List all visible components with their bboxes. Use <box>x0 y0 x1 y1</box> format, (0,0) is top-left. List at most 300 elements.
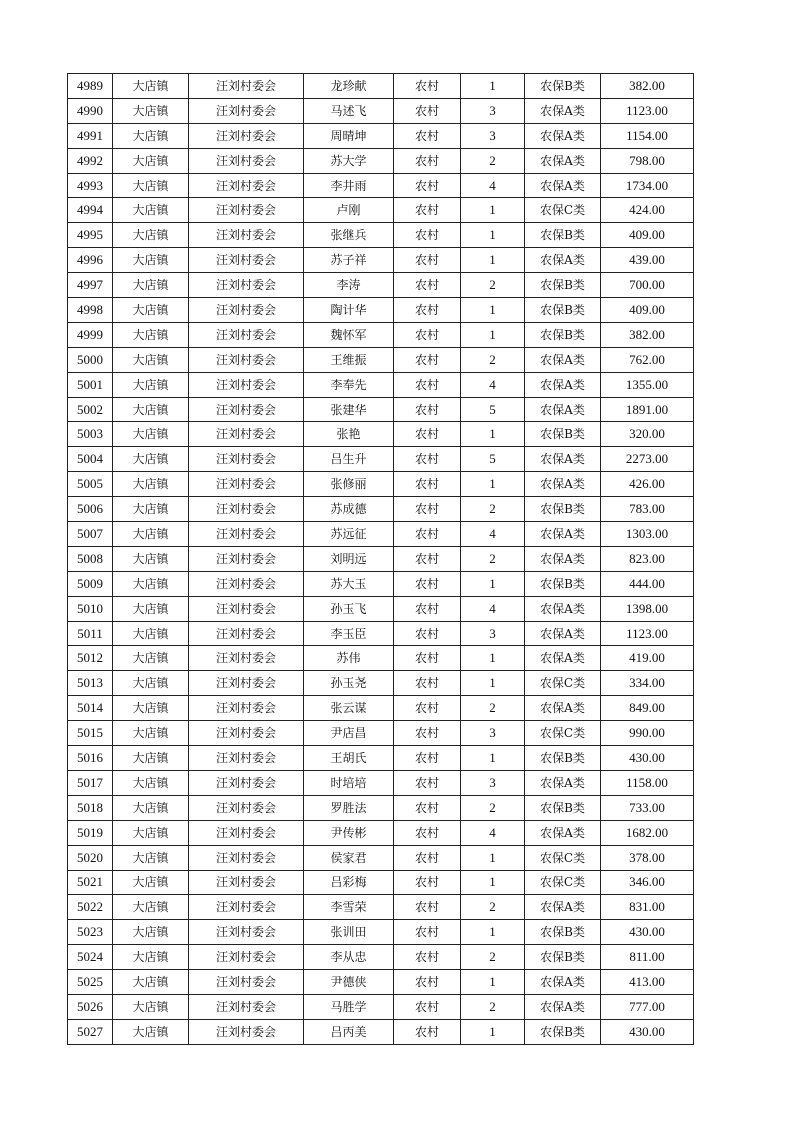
household-count-cell: 4 <box>461 173 525 198</box>
row-id-cell: 4992 <box>68 148 113 173</box>
table-row <box>68 1019 694 1044</box>
household-count-cell: 3 <box>461 721 525 746</box>
table-row <box>68 671 694 696</box>
town-cell: 大店镇 <box>113 920 189 945</box>
insurance-category-cell: 农保A类 <box>525 895 601 920</box>
insurance-category-cell: 农保A类 <box>525 770 601 795</box>
insurance-category-cell: 农保C类 <box>525 870 601 895</box>
table-row <box>68 123 694 148</box>
village-committee-cell: 汪刘村委会 <box>189 422 304 447</box>
town-cell: 大店镇 <box>113 397 189 422</box>
household-count-cell: 1 <box>461 422 525 447</box>
person-name-cell: 李从忠 <box>304 945 394 970</box>
amount-cell: 783.00 <box>601 497 694 522</box>
table-row <box>68 845 694 870</box>
area-type-cell: 农村 <box>394 546 461 571</box>
table-row <box>68 422 694 447</box>
data-table <box>67 73 694 1045</box>
area-type-cell: 农村 <box>394 173 461 198</box>
area-type-cell: 农村 <box>394 522 461 547</box>
amount-cell: 378.00 <box>601 845 694 870</box>
household-count-cell: 3 <box>461 621 525 646</box>
table-row <box>68 795 694 820</box>
insurance-category-cell: 农保B类 <box>525 298 601 323</box>
area-type-cell: 农村 <box>394 198 461 223</box>
area-type-cell: 农村 <box>394 795 461 820</box>
row-id-cell: 5027 <box>68 1019 113 1044</box>
village-committee-cell: 汪刘村委会 <box>189 621 304 646</box>
row-id-cell: 5010 <box>68 596 113 621</box>
amount-cell: 1355.00 <box>601 372 694 397</box>
village-committee-cell: 汪刘村委会 <box>189 845 304 870</box>
insurance-category-cell: 农保A类 <box>525 248 601 273</box>
village-committee-cell: 汪刘村委会 <box>189 248 304 273</box>
village-committee-cell: 汪刘村委会 <box>189 298 304 323</box>
area-type-cell: 农村 <box>394 223 461 248</box>
town-cell: 大店镇 <box>113 447 189 472</box>
area-type-cell: 农村 <box>394 322 461 347</box>
table-row <box>68 621 694 646</box>
village-committee-cell: 汪刘村委会 <box>189 994 304 1019</box>
household-count-cell: 1 <box>461 74 525 99</box>
person-name-cell: 周晴坤 <box>304 123 394 148</box>
insurance-category-cell: 农保C类 <box>525 845 601 870</box>
area-type-cell: 农村 <box>394 770 461 795</box>
insurance-category-cell: 农保C类 <box>525 671 601 696</box>
household-count-cell: 2 <box>461 696 525 721</box>
household-count-cell: 1 <box>461 571 525 596</box>
household-count-cell: 1 <box>461 970 525 995</box>
town-cell: 大店镇 <box>113 845 189 870</box>
table-row <box>68 347 694 372</box>
table-row <box>68 447 694 472</box>
person-name-cell: 时培培 <box>304 770 394 795</box>
row-id-cell: 5013 <box>68 671 113 696</box>
area-type-cell: 农村 <box>394 372 461 397</box>
row-id-cell: 4995 <box>68 223 113 248</box>
town-cell: 大店镇 <box>113 596 189 621</box>
insurance-category-cell: 农保A类 <box>525 372 601 397</box>
insurance-category-cell: 农保A类 <box>525 98 601 123</box>
area-type-cell: 农村 <box>394 945 461 970</box>
row-id-cell: 5003 <box>68 422 113 447</box>
row-id-cell: 5000 <box>68 347 113 372</box>
person-name-cell: 苏成德 <box>304 497 394 522</box>
village-committee-cell: 汪刘村委会 <box>189 571 304 596</box>
village-committee-cell: 汪刘村委会 <box>189 546 304 571</box>
table-row <box>68 322 694 347</box>
village-committee-cell: 汪刘村委会 <box>189 795 304 820</box>
village-committee-cell: 汪刘村委会 <box>189 646 304 671</box>
area-type-cell: 农村 <box>394 98 461 123</box>
area-type-cell: 农村 <box>394 148 461 173</box>
area-type-cell: 农村 <box>394 920 461 945</box>
amount-cell: 382.00 <box>601 322 694 347</box>
insurance-category-cell: 农保B类 <box>525 223 601 248</box>
area-type-cell: 农村 <box>394 422 461 447</box>
row-id-cell: 5008 <box>68 546 113 571</box>
village-committee-cell: 汪刘村委会 <box>189 522 304 547</box>
person-name-cell: 尹德侠 <box>304 970 394 995</box>
person-name-cell: 张建华 <box>304 397 394 422</box>
insurance-category-cell: 农保C类 <box>525 198 601 223</box>
town-cell: 大店镇 <box>113 522 189 547</box>
insurance-category-cell: 农保B类 <box>525 497 601 522</box>
village-committee-cell: 汪刘村委会 <box>189 746 304 771</box>
row-id-cell: 5014 <box>68 696 113 721</box>
person-name-cell: 李玉臣 <box>304 621 394 646</box>
household-count-cell: 1 <box>461 472 525 497</box>
village-committee-cell: 汪刘村委会 <box>189 372 304 397</box>
row-id-cell: 5023 <box>68 920 113 945</box>
row-id-cell: 5012 <box>68 646 113 671</box>
household-count-cell: 1 <box>461 322 525 347</box>
amount-cell: 798.00 <box>601 148 694 173</box>
town-cell: 大店镇 <box>113 945 189 970</box>
amount-cell: 426.00 <box>601 472 694 497</box>
area-type-cell: 农村 <box>394 1019 461 1044</box>
person-name-cell: 孙玉飞 <box>304 596 394 621</box>
amount-cell: 424.00 <box>601 198 694 223</box>
row-id-cell: 4996 <box>68 248 113 273</box>
area-type-cell: 农村 <box>394 870 461 895</box>
table-row <box>68 223 694 248</box>
amount-cell: 334.00 <box>601 671 694 696</box>
village-committee-cell: 汪刘村委会 <box>189 223 304 248</box>
area-type-cell: 农村 <box>394 472 461 497</box>
village-committee-cell: 汪刘村委会 <box>189 721 304 746</box>
area-type-cell: 农村 <box>394 845 461 870</box>
table-row <box>68 646 694 671</box>
amount-cell: 409.00 <box>601 298 694 323</box>
person-name-cell: 刘明远 <box>304 546 394 571</box>
person-name-cell: 李雪荣 <box>304 895 394 920</box>
amount-cell: 1123.00 <box>601 98 694 123</box>
household-count-cell: 1 <box>461 1019 525 1044</box>
village-committee-cell: 汪刘村委会 <box>189 945 304 970</box>
household-count-cell: 1 <box>461 920 525 945</box>
row-id-cell: 5024 <box>68 945 113 970</box>
row-id-cell: 5025 <box>68 970 113 995</box>
insurance-category-cell: 农保B类 <box>525 74 601 99</box>
area-type-cell: 农村 <box>394 347 461 372</box>
household-count-cell: 2 <box>461 945 525 970</box>
area-type-cell: 农村 <box>394 397 461 422</box>
village-committee-cell: 汪刘村委会 <box>189 322 304 347</box>
amount-cell: 413.00 <box>601 970 694 995</box>
person-name-cell: 吕生升 <box>304 447 394 472</box>
person-name-cell: 苏大学 <box>304 148 394 173</box>
household-count-cell: 4 <box>461 372 525 397</box>
row-id-cell: 5011 <box>68 621 113 646</box>
row-id-cell: 4994 <box>68 198 113 223</box>
town-cell: 大店镇 <box>113 746 189 771</box>
person-name-cell: 尹传彬 <box>304 820 394 845</box>
area-type-cell: 农村 <box>394 447 461 472</box>
village-committee-cell: 汪刘村委会 <box>189 1019 304 1044</box>
village-committee-cell: 汪刘村委会 <box>189 770 304 795</box>
town-cell: 大店镇 <box>113 273 189 298</box>
household-count-cell: 1 <box>461 198 525 223</box>
town-cell: 大店镇 <box>113 795 189 820</box>
table-row <box>68 248 694 273</box>
table-row <box>68 571 694 596</box>
town-cell: 大店镇 <box>113 571 189 596</box>
person-name-cell: 卢刚 <box>304 198 394 223</box>
town-cell: 大店镇 <box>113 546 189 571</box>
person-name-cell: 孙玉尧 <box>304 671 394 696</box>
town-cell: 大店镇 <box>113 696 189 721</box>
household-count-cell: 4 <box>461 596 525 621</box>
amount-cell: 430.00 <box>601 1019 694 1044</box>
amount-cell: 444.00 <box>601 571 694 596</box>
village-committee-cell: 汪刘村委会 <box>189 895 304 920</box>
insurance-category-cell: 农保A类 <box>525 646 601 671</box>
person-name-cell: 王维振 <box>304 347 394 372</box>
household-count-cell: 1 <box>461 746 525 771</box>
table-row <box>68 372 694 397</box>
household-count-cell: 2 <box>461 347 525 372</box>
person-name-cell: 龙珍献 <box>304 74 394 99</box>
table-row <box>68 970 694 995</box>
village-committee-cell: 汪刘村委会 <box>189 98 304 123</box>
insurance-category-cell: 农保A类 <box>525 994 601 1019</box>
insurance-category-cell: 农保B类 <box>525 920 601 945</box>
amount-cell: 430.00 <box>601 746 694 771</box>
village-committee-cell: 汪刘村委会 <box>189 198 304 223</box>
table-row <box>68 994 694 1019</box>
insurance-category-cell: 农保A类 <box>525 820 601 845</box>
amount-cell: 419.00 <box>601 646 694 671</box>
village-committee-cell: 汪刘村委会 <box>189 273 304 298</box>
insurance-category-cell: 农保A类 <box>525 596 601 621</box>
table-row <box>68 546 694 571</box>
household-count-cell: 2 <box>461 795 525 820</box>
person-name-cell: 苏子祥 <box>304 248 394 273</box>
insurance-category-cell: 农保A类 <box>525 621 601 646</box>
area-type-cell: 农村 <box>394 820 461 845</box>
town-cell: 大店镇 <box>113 248 189 273</box>
insurance-category-cell: 农保B类 <box>525 273 601 298</box>
row-id-cell: 5001 <box>68 372 113 397</box>
insurance-category-cell: 农保A类 <box>525 696 601 721</box>
town-cell: 大店镇 <box>113 820 189 845</box>
table-row <box>68 895 694 920</box>
amount-cell: 320.00 <box>601 422 694 447</box>
area-type-cell: 农村 <box>394 970 461 995</box>
person-name-cell: 李奉先 <box>304 372 394 397</box>
village-committee-cell: 汪刘村委会 <box>189 347 304 372</box>
household-count-cell: 1 <box>461 298 525 323</box>
table-row <box>68 945 694 970</box>
village-committee-cell: 汪刘村委会 <box>189 74 304 99</box>
table-row <box>68 273 694 298</box>
row-id-cell: 5005 <box>68 472 113 497</box>
insurance-category-cell: 农保A类 <box>525 173 601 198</box>
insurance-category-cell: 农保A类 <box>525 522 601 547</box>
person-name-cell: 吕彩梅 <box>304 870 394 895</box>
amount-cell: 1303.00 <box>601 522 694 547</box>
row-id-cell: 5026 <box>68 994 113 1019</box>
town-cell: 大店镇 <box>113 372 189 397</box>
household-count-cell: 5 <box>461 447 525 472</box>
area-type-cell: 农村 <box>394 74 461 99</box>
village-committee-cell: 汪刘村委会 <box>189 696 304 721</box>
table-body <box>68 74 694 1045</box>
insurance-category-cell: 农保A类 <box>525 546 601 571</box>
amount-cell: 2273.00 <box>601 447 694 472</box>
table-row <box>68 472 694 497</box>
row-id-cell: 5004 <box>68 447 113 472</box>
town-cell: 大店镇 <box>113 347 189 372</box>
insurance-category-cell: 农保A类 <box>525 347 601 372</box>
household-count-cell: 3 <box>461 98 525 123</box>
person-name-cell: 苏远征 <box>304 522 394 547</box>
row-id-cell: 5018 <box>68 795 113 820</box>
person-name-cell: 张艳 <box>304 422 394 447</box>
table-row <box>68 298 694 323</box>
household-count-cell: 3 <box>461 770 525 795</box>
town-cell: 大店镇 <box>113 646 189 671</box>
town-cell: 大店镇 <box>113 74 189 99</box>
row-id-cell: 5020 <box>68 845 113 870</box>
amount-cell: 1734.00 <box>601 173 694 198</box>
amount-cell: 849.00 <box>601 696 694 721</box>
household-count-cell: 4 <box>461 820 525 845</box>
household-count-cell: 1 <box>461 248 525 273</box>
row-id-cell: 4993 <box>68 173 113 198</box>
area-type-cell: 农村 <box>394 621 461 646</box>
person-name-cell: 张继兵 <box>304 223 394 248</box>
area-type-cell: 农村 <box>394 298 461 323</box>
person-name-cell: 吕丙美 <box>304 1019 394 1044</box>
table-row <box>68 746 694 771</box>
town-cell: 大店镇 <box>113 472 189 497</box>
person-name-cell: 王胡氏 <box>304 746 394 771</box>
person-name-cell: 张云谋 <box>304 696 394 721</box>
area-type-cell: 农村 <box>394 497 461 522</box>
amount-cell: 382.00 <box>601 74 694 99</box>
person-name-cell: 苏伟 <box>304 646 394 671</box>
amount-cell: 1682.00 <box>601 820 694 845</box>
household-count-cell: 2 <box>461 497 525 522</box>
household-count-cell: 3 <box>461 123 525 148</box>
town-cell: 大店镇 <box>113 1019 189 1044</box>
amount-cell: 439.00 <box>601 248 694 273</box>
town-cell: 大店镇 <box>113 322 189 347</box>
area-type-cell: 农村 <box>394 273 461 298</box>
insurance-category-cell: 农保B类 <box>525 1019 601 1044</box>
person-name-cell: 侯家君 <box>304 845 394 870</box>
person-name-cell: 李井雨 <box>304 173 394 198</box>
area-type-cell: 农村 <box>394 671 461 696</box>
person-name-cell: 张修丽 <box>304 472 394 497</box>
insurance-category-cell: 农保B类 <box>525 795 601 820</box>
amount-cell: 1891.00 <box>601 397 694 422</box>
insurance-category-cell: 农保A类 <box>525 123 601 148</box>
row-id-cell: 5019 <box>68 820 113 845</box>
amount-cell: 1398.00 <box>601 596 694 621</box>
town-cell: 大店镇 <box>113 123 189 148</box>
table-row <box>68 497 694 522</box>
insurance-category-cell: 农保B类 <box>525 322 601 347</box>
table-row <box>68 820 694 845</box>
insurance-category-cell: 农保B类 <box>525 746 601 771</box>
insurance-category-cell: 农保B类 <box>525 571 601 596</box>
town-cell: 大店镇 <box>113 671 189 696</box>
person-name-cell: 马述飞 <box>304 98 394 123</box>
village-committee-cell: 汪刘村委会 <box>189 596 304 621</box>
row-id-cell: 5007 <box>68 522 113 547</box>
village-committee-cell: 汪刘村委会 <box>189 173 304 198</box>
amount-cell: 811.00 <box>601 945 694 970</box>
town-cell: 大店镇 <box>113 994 189 1019</box>
area-type-cell: 农村 <box>394 895 461 920</box>
table-row <box>68 870 694 895</box>
town-cell: 大店镇 <box>113 721 189 746</box>
village-committee-cell: 汪刘村委会 <box>189 472 304 497</box>
row-id-cell: 4991 <box>68 123 113 148</box>
insurance-category-cell: 农保B类 <box>525 422 601 447</box>
town-cell: 大店镇 <box>113 870 189 895</box>
area-type-cell: 农村 <box>394 696 461 721</box>
household-count-cell: 2 <box>461 994 525 1019</box>
village-committee-cell: 汪刘村委会 <box>189 820 304 845</box>
town-cell: 大店镇 <box>113 422 189 447</box>
amount-cell: 430.00 <box>601 920 694 945</box>
household-count-cell: 2 <box>461 546 525 571</box>
row-id-cell: 5017 <box>68 770 113 795</box>
area-type-cell: 农村 <box>394 248 461 273</box>
town-cell: 大店镇 <box>113 895 189 920</box>
area-type-cell: 农村 <box>394 571 461 596</box>
table-row <box>68 98 694 123</box>
row-id-cell: 4989 <box>68 74 113 99</box>
person-name-cell: 苏大玉 <box>304 571 394 596</box>
amount-cell: 1154.00 <box>601 123 694 148</box>
household-count-cell: 1 <box>461 671 525 696</box>
town-cell: 大店镇 <box>113 223 189 248</box>
person-name-cell: 张训田 <box>304 920 394 945</box>
row-id-cell: 5022 <box>68 895 113 920</box>
village-committee-cell: 汪刘村委会 <box>189 497 304 522</box>
town-cell: 大店镇 <box>113 621 189 646</box>
table-row <box>68 198 694 223</box>
table-row <box>68 596 694 621</box>
amount-cell: 990.00 <box>601 721 694 746</box>
amount-cell: 831.00 <box>601 895 694 920</box>
town-cell: 大店镇 <box>113 98 189 123</box>
amount-cell: 409.00 <box>601 223 694 248</box>
insurance-category-cell: 农保C类 <box>525 721 601 746</box>
town-cell: 大店镇 <box>113 770 189 795</box>
insurance-category-cell: 农保A类 <box>525 970 601 995</box>
area-type-cell: 农村 <box>394 994 461 1019</box>
table-row <box>68 173 694 198</box>
area-type-cell: 农村 <box>394 646 461 671</box>
person-name-cell: 陶计华 <box>304 298 394 323</box>
person-name-cell: 马胜学 <box>304 994 394 1019</box>
table-row <box>68 770 694 795</box>
household-count-cell: 2 <box>461 148 525 173</box>
table-row <box>68 522 694 547</box>
row-id-cell: 5009 <box>68 571 113 596</box>
town-cell: 大店镇 <box>113 198 189 223</box>
village-committee-cell: 汪刘村委会 <box>189 447 304 472</box>
insurance-category-cell: 农保A类 <box>525 447 601 472</box>
town-cell: 大店镇 <box>113 970 189 995</box>
amount-cell: 700.00 <box>601 273 694 298</box>
